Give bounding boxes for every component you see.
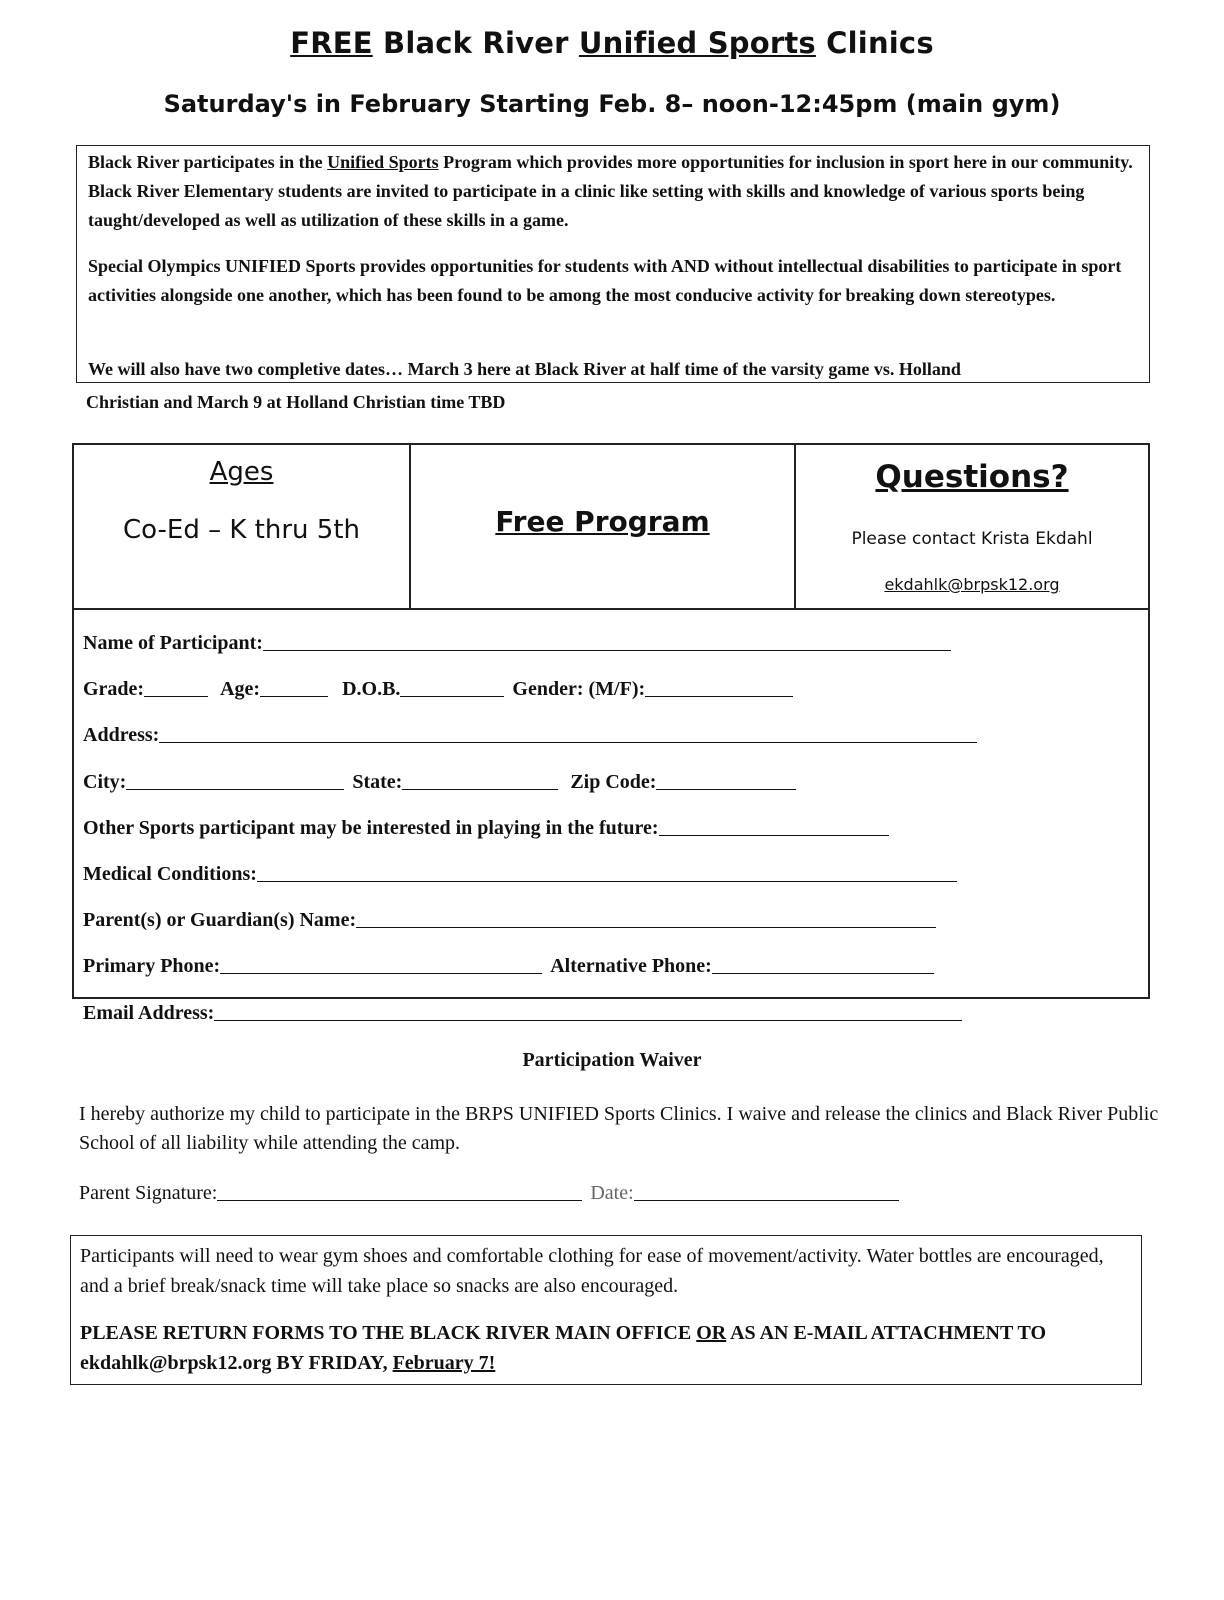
signature-row <box>79 1182 899 1205</box>
ages-value: Co-Ed – K thru 5th <box>122 515 361 545</box>
waiver-heading: Participation Waiver <box>522 1049 702 1071</box>
title-unified-sports: Unified Sports <box>578 26 816 60</box>
notes-text: Participants will need to wear gym shoes and comfortable clothing for ease of movement/activity. Water bottles are encouraged, and a brief break/snack time will take place so snacks are also encouraged. <box>80 1245 1104 1297</box>
address-label: Address: <box>83 724 160 746</box>
city-state-zip-row <box>83 771 796 794</box>
gender-label: Gender: (M/F): <box>512 678 646 700</box>
intro-paragraph-3-line-1: We will also have two completive dates… March 3 here at Black River at half time of the varsity game vs. Holland <box>88 359 961 379</box>
ages-cell <box>74 445 411 608</box>
grade-label: Grade: <box>83 678 145 700</box>
zip-label: Zip Code: <box>570 771 657 793</box>
parent-name-field[interactable] <box>356 926 936 928</box>
contact-email-link[interactable]: ekdahlk@brpsk12.org <box>884 575 1060 594</box>
parent-name-label: Parent(s) or Guardian(s) Name: <box>83 909 357 931</box>
primary-phone-field[interactable] <box>220 972 542 974</box>
ages-heading: Ages <box>209 457 274 487</box>
medical-label: Medical Conditions: <box>83 863 257 885</box>
title-mid: Black River <box>372 26 579 60</box>
return-or: OR <box>696 1322 727 1344</box>
return-deadline: February 7! <box>392 1352 496 1374</box>
notes-box <box>70 1235 1142 1385</box>
email-field[interactable] <box>214 1019 962 1021</box>
zip-field[interactable] <box>656 788 796 790</box>
email-label: Email Address: <box>83 1002 215 1024</box>
return-part-a: PLEASE RETURN FORMS TO THE BLACK RIVER MAIN OFFICE <box>80 1322 697 1344</box>
dob-label: D.O.B. <box>342 678 401 700</box>
gender-field[interactable] <box>645 695 793 697</box>
title-end: Clinics <box>815 26 934 60</box>
date-label: Date: <box>590 1182 634 1204</box>
page-title <box>0 26 1224 60</box>
participant-name-label: Name of Participant: <box>83 632 263 654</box>
phone-row <box>83 955 934 978</box>
date-field[interactable] <box>634 1199 899 1201</box>
alt-phone-field[interactable] <box>712 972 934 974</box>
intro-paragraph-2: Special Olympics UNIFIED Sports provides opportunities for students with AND without intellectual disabilities to participate in sport activities alongside one another, which has been found to be among the most conducive activity for breaking down stereotypes. <box>88 256 1122 305</box>
dob-field[interactable] <box>400 695 504 697</box>
city-label: City: <box>83 771 127 793</box>
age-label: Age: <box>220 678 261 700</box>
state-field[interactable] <box>402 788 558 790</box>
age-field[interactable] <box>260 695 328 697</box>
email-row <box>83 1002 962 1025</box>
intro-box <box>76 145 1150 383</box>
info-table <box>72 443 1150 610</box>
grade-age-row <box>83 678 793 701</box>
waiver-text: I hereby authorize my child to participate in the BRPS UNIFIED Sports Clinics. I waive and release the clinics and Black River Public School of all liability while attending the camp. <box>79 1103 1159 1154</box>
questions-heading: Questions? <box>875 459 1069 495</box>
medical-field[interactable] <box>257 880 957 882</box>
address-row <box>83 724 977 747</box>
signature-label: Parent Signature: <box>79 1182 218 1204</box>
state-label: State: <box>352 771 403 793</box>
intro-p1-after: Program which provides more opportunities for inclusion in sport here in our community. Black River Elementary students are invited to participate in a clinic like setting with skills and knowledge of various sports being taught/developed as well as utilization of these skills in a game. <box>88 152 1133 230</box>
other-sports-field[interactable] <box>659 834 889 836</box>
questions-cell <box>796 445 1148 608</box>
participant-name-row <box>83 632 951 655</box>
registration-form-box <box>72 610 1150 999</box>
intro-p1-before: Black River participates in the <box>88 152 328 172</box>
alt-phone-label: Alternative Phone: <box>550 955 712 977</box>
title-free: FREE <box>290 26 373 60</box>
city-field[interactable] <box>126 788 344 790</box>
free-program-label: Free Program <box>495 505 710 538</box>
free-program-cell <box>411 445 796 608</box>
return-instructions <box>80 1318 1130 1378</box>
intro-paragraph-3-line-2: Christian and March 9 at Holland Christian time TBD <box>86 392 506 412</box>
other-sports-row <box>83 817 889 840</box>
medical-row <box>83 863 957 886</box>
return-part-b: AS AN E-MAIL ATTACHMENT TO ekdahlk@brpsk12.org BY FRIDAY, <box>80 1322 1047 1374</box>
parent-name-row <box>83 909 936 932</box>
intro-paragraph-1 <box>88 148 1138 235</box>
address-field[interactable] <box>159 741 977 743</box>
contact-text: Please contact Krista Ekdahl <box>851 529 1093 549</box>
grade-field[interactable] <box>144 695 208 697</box>
participant-name-field[interactable] <box>263 649 951 651</box>
primary-phone-label: Primary Phone: <box>83 955 221 977</box>
page-subtitle: Saturday's in February Starting Feb. 8– noon-12:45pm (main gym) <box>163 90 1061 118</box>
other-sports-label: Other Sports participant may be interested in playing in the future: <box>83 817 659 839</box>
unified-sports-link: Unified Sports <box>327 152 439 172</box>
signature-field[interactable] <box>217 1199 582 1201</box>
